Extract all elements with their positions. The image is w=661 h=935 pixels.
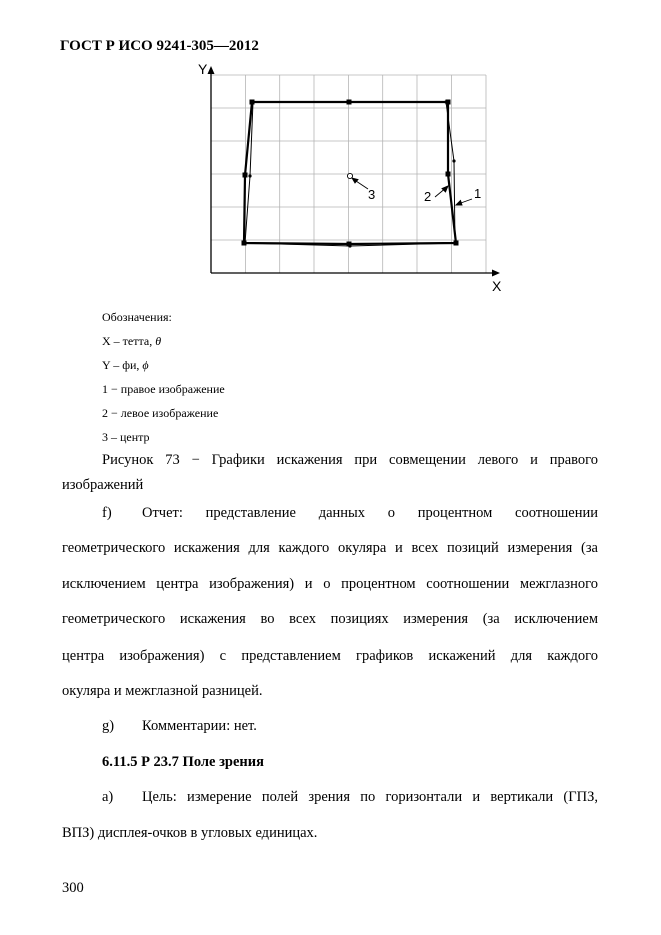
item-a-line1: Цель: измерение полей зрения по горизонтали и вертикали (ГПЗ, bbox=[142, 789, 598, 805]
legend-y-text: Y – фи, bbox=[102, 358, 140, 372]
legend-x bbox=[102, 334, 161, 349]
y-axis-arrow bbox=[208, 66, 215, 74]
callout-3: 3 bbox=[368, 187, 376, 202]
figure-caption-line2: изображений bbox=[62, 477, 144, 493]
item-f-marker: f) bbox=[102, 505, 112, 521]
item-a-marker: а) bbox=[102, 789, 114, 805]
item-f-line5: центра изображения) с представлением графиков искажений для каждого bbox=[62, 648, 598, 664]
legend-y-symbol: ϕ bbox=[142, 358, 149, 372]
callout-2: 2 bbox=[424, 189, 432, 204]
section-heading: 6.11.5 Р 23.7 Поле зрения bbox=[102, 754, 264, 770]
legend-item-2: 2 − левое изображение bbox=[102, 406, 219, 420]
x-axis-arrow bbox=[492, 270, 500, 277]
figure-caption-line1: Рисунок 73 − Графики искажения при совмещении левого и правого bbox=[102, 452, 598, 468]
item-a-line2: ВПЗ) дисплея-очков в угловых единицах. bbox=[62, 825, 318, 841]
legend-x-symbol: θ bbox=[155, 334, 162, 348]
item-g-marker: g) bbox=[102, 718, 115, 734]
item-g-text: Комментарии: нет. bbox=[142, 718, 257, 734]
legend-x-text: X – тетта, bbox=[102, 334, 153, 348]
legend-item-3: 3 – центр bbox=[102, 430, 150, 444]
item-f-line2: геометрического искажения для каждого окуляра и всех позиций измерения (за bbox=[62, 540, 598, 556]
legend-y bbox=[102, 358, 149, 373]
item-f-line1: Отчет: представление данных о процентном соотношении bbox=[142, 505, 598, 521]
item-f-line3: исключением центра изображения) и о процентном соотношении межглазного bbox=[62, 576, 598, 592]
callout-1: 1 bbox=[474, 186, 482, 201]
item-f-line6: окуляра и межглазной разницей. bbox=[62, 683, 263, 699]
document-header: ГОСТ Р ИСО 9241-305—2012 bbox=[60, 38, 259, 54]
x-axis-label: X bbox=[492, 278, 502, 294]
distortion-figure bbox=[190, 58, 520, 294]
legend-item-1: 1 − правое изображение bbox=[102, 382, 225, 396]
page-number: 300 bbox=[62, 880, 84, 896]
item-f-line4: геометрического искажения во всех позициях измерения (за исключением bbox=[62, 611, 598, 627]
legend-title: Обозначения: bbox=[102, 310, 172, 324]
y-axis-label: Y bbox=[198, 61, 208, 77]
